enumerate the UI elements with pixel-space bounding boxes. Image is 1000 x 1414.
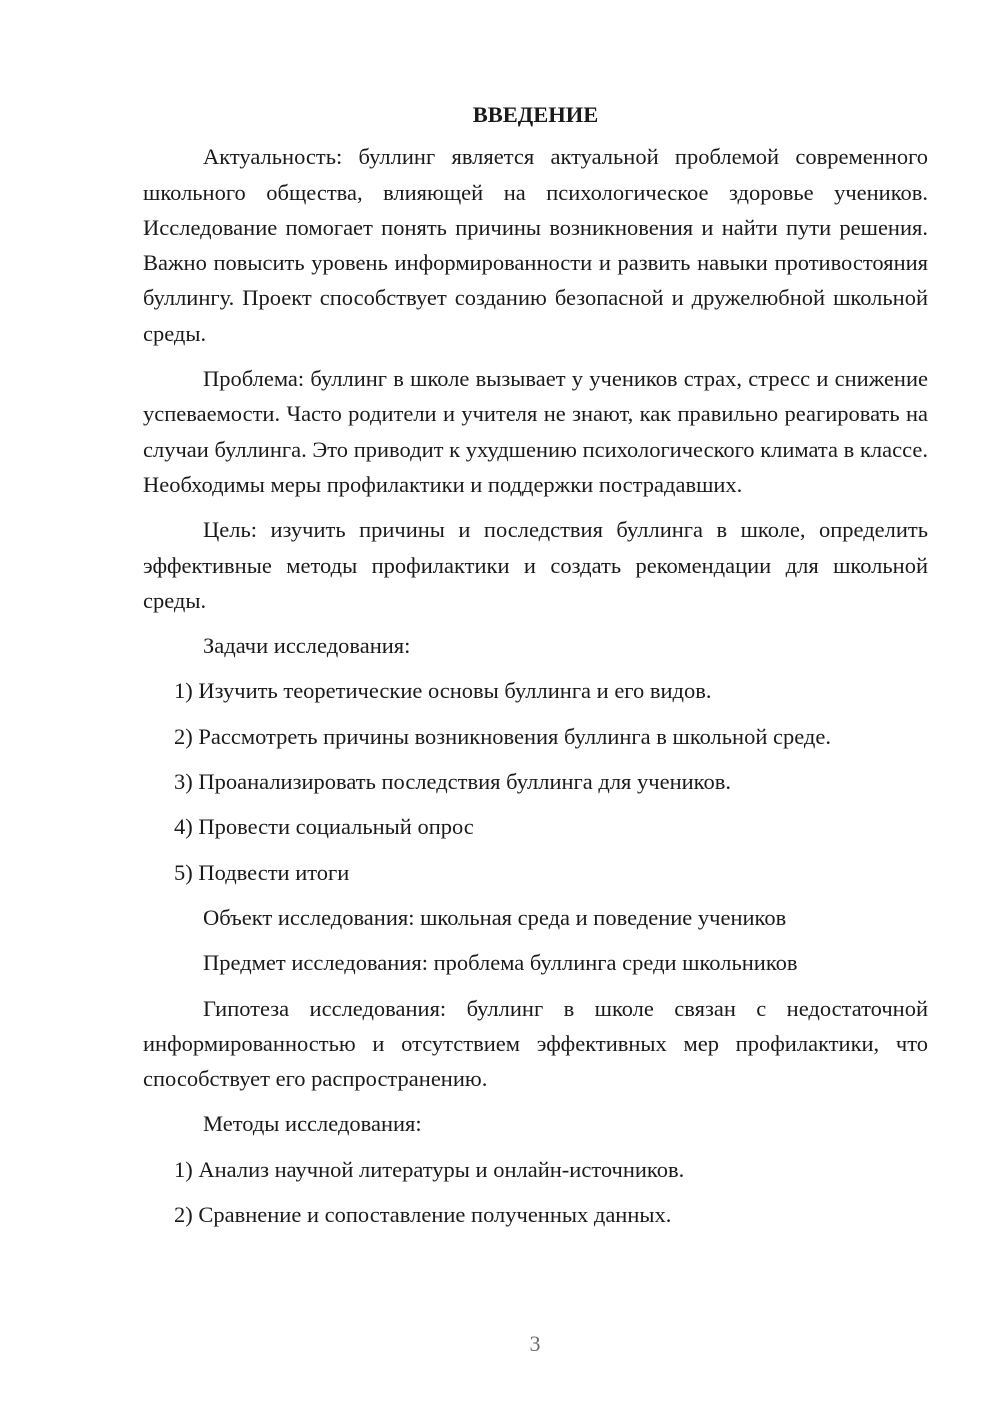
list-item: 5) Подвести итоги: [174, 859, 350, 885]
list-item: 2) Сравнение и сопоставление полученных данных.: [174, 1202, 672, 1228]
list-item: 3) Проанализировать последствия буллинга для учеников.: [174, 769, 731, 795]
page-number: 3: [529, 1331, 541, 1356]
document-page: [143, 97, 928, 1242]
paragraph-problem: Проблема: буллинг в школе вызывает у учеников страх, стресс и снижение успеваемости. Часто родители и учителя не знают, как правильно реагировать на случаи буллинга. Это приводит к ухудшению психологического климата в классе. Необходимы меры профилактики и поддержки пострадавших.: [143, 366, 928, 497]
paragraph-relevance: Актуальность: буллинг является актуальной проблемой современного школьного общества, влияющей на психологическое здоровье учеников. Исследование помогает понять причины возникновения и найти пути решения. Важно повысить уровень информированности и развить навыки противостояния буллингу. Проект способствует созданию безопасной и дружелюбной школьной среды.: [143, 144, 928, 346]
page-title: ВВЕДЕНИЕ: [472, 102, 599, 127]
list-item: 1) Анализ научной литературы и онлайн-источников.: [174, 1156, 685, 1182]
list-item: 4) Провести социальный опрос: [174, 814, 474, 840]
tasks-heading: Задачи исследования:: [203, 633, 411, 659]
paragraph-hypothesis: Гипотеза исследования: буллинг в школе связан с недостаточной информированностью и отсутствием эффективных мер профилактики, что способствует его распространению.: [143, 995, 928, 1092]
research-subject: Предмет исследования: проблема буллинга среди школьников: [203, 950, 798, 976]
methods-heading: Методы исследования:: [203, 1111, 422, 1137]
list-item: 2) Рассмотреть причины возникновения буллинга в школьной среде.: [174, 723, 831, 749]
paragraph-goal: Цель: изучить причины и последствия буллинга в школе, определить эффективные методы профилактики и создать рекомендации для школьной среды.: [143, 517, 928, 613]
list-item: 1) Изучить теоретические основы буллинга и его видов.: [174, 678, 712, 704]
research-object: Объект исследования: школьная среда и поведение учеников: [203, 904, 787, 930]
